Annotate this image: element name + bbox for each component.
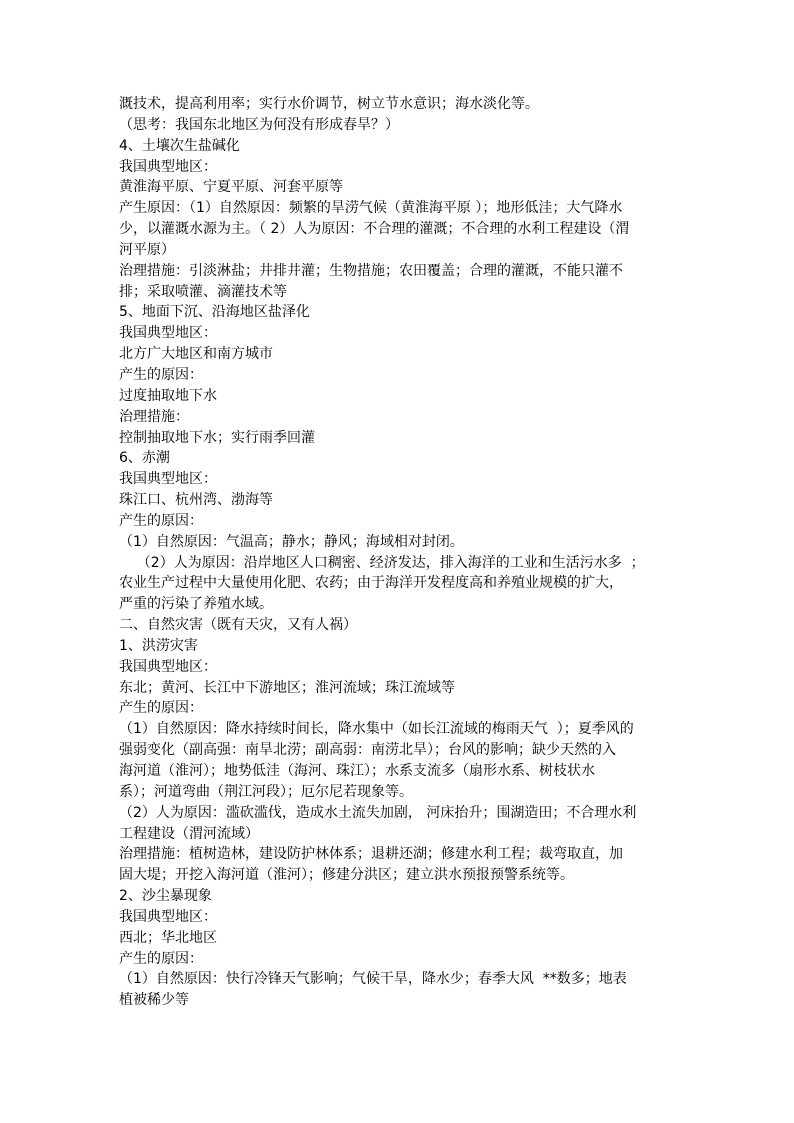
section-heading: 1、洪涝灾害	[119, 637, 198, 654]
text-line: 我国典型地区：	[119, 471, 217, 488]
text-line: 植被稀少等	[119, 992, 189, 1009]
section-heading: 4、土壤次生盐碱化	[119, 137, 240, 154]
text-line: 系）；河道弯曲（荆江河段）；厄尔尼若现象等。	[119, 783, 413, 800]
text-line: 治理措施：植树造林，建设防护林体系；退耕还湖；修建水利工程；裁弯取直，加	[119, 846, 623, 863]
section-heading: 二、自然灾害（既有天灾，又有人祸）	[119, 617, 357, 634]
text-line: 强弱变化（副高强：南旱北涝；副高弱：南涝北旱）；台风的影响；缺少天然的入	[119, 742, 616, 759]
text-line: （2）人为原因：沿岸地区人口稠密、经济发达，排入海洋的工业和生活污水多 ；	[119, 554, 645, 571]
text-line: 海河道（淮河）；地势低洼（海河、珠江）；水系支流多（扇形水系、树枝状水	[119, 763, 595, 779]
text-line: （2）人为原因：滥砍滥伐，造成水土流失加剧， 河床抬升；围湖造田；不合理水利	[119, 804, 637, 821]
text-line: 产生的原因：	[119, 366, 203, 383]
text-line: 西北；华北地区	[119, 929, 217, 946]
text-line: 产生的原因：	[119, 512, 203, 529]
section-heading: 6、赤潮	[119, 450, 170, 467]
text-line: 排；采取喷灌、滴灌技术等	[119, 283, 287, 300]
section-heading: 5、地面下沉、沿海地区盐泽化	[119, 304, 310, 321]
text-line: 固大堤；开挖入海河道（淮河）；修建分洪区；建立洪水预报预警系统等。	[119, 867, 574, 884]
text-line: 治理措施：	[119, 408, 189, 425]
text-line: 少，以灌溉水源为主。（ 2）人为原因：不合理的灌溉；不合理的水利工程建设（渭	[119, 221, 630, 238]
text-line: 我国典型地区：	[119, 325, 217, 342]
text-line: 河平原）	[119, 241, 175, 258]
text-line: 珠江口、杭州湾、渤海等	[119, 492, 273, 509]
text-line: 农业生产过程中大量使用化肥、农药；由于海洋开发程度高和养殖业规模的扩大，	[119, 575, 623, 592]
text-line: 溉技术，提高利用率；实行水价调节，树立节水意识；海水淡化等。	[119, 96, 539, 112]
text-line: 产生的原因：	[119, 950, 203, 967]
text-line: （1）自然原因：降水持续时间长，降水集中（如长江流域的梅雨天气 ）；夏季风的	[119, 721, 634, 738]
text-line: 过度抽取地下水	[119, 387, 217, 404]
section-heading: 2、沙尘暴现象	[119, 888, 212, 905]
text-line: （1）自然原因：气温高；静水；静风；海域相对封闭。	[119, 533, 464, 550]
text-line: 工程建设（渭河流域）	[119, 825, 259, 842]
text-line: 黄淮海平原、宁夏平原、河套平原等	[119, 179, 343, 196]
text-line: （1）自然原因：快行冷锋天气影响；气候干旱，降水少；春季大风 **数多；地表	[119, 971, 627, 988]
text-line: 严重的污染了养殖水域。	[119, 596, 273, 613]
text-line: 我国典型地区：	[119, 658, 217, 675]
text-line: 北方广大地区和南方城市	[119, 346, 273, 363]
text-line: （思考：我国东北地区为何没有形成春旱？）	[119, 116, 399, 133]
document-page	[119, 94, 679, 1011]
text-line: 产生的原因：	[119, 700, 203, 717]
text-line: 东北；黄河、长江中下游地区；淮河流域；珠江流域等	[119, 679, 455, 696]
text-line: 我国典型地区：	[119, 908, 217, 925]
text-line: 产生原因：（1）自然原因：频繁的旱涝气候（黄淮海平原 ）；地形低洼；大气降水	[119, 200, 623, 217]
text-line: 治理措施：引淡淋盐；井排井灌；生物措施；农田覆盖；合理的灌溉，不能只灌不	[119, 262, 623, 279]
text-line: 控制抽取地下水；实行雨季回灌	[119, 429, 315, 446]
text-line: 我国典型地区：	[119, 158, 217, 175]
